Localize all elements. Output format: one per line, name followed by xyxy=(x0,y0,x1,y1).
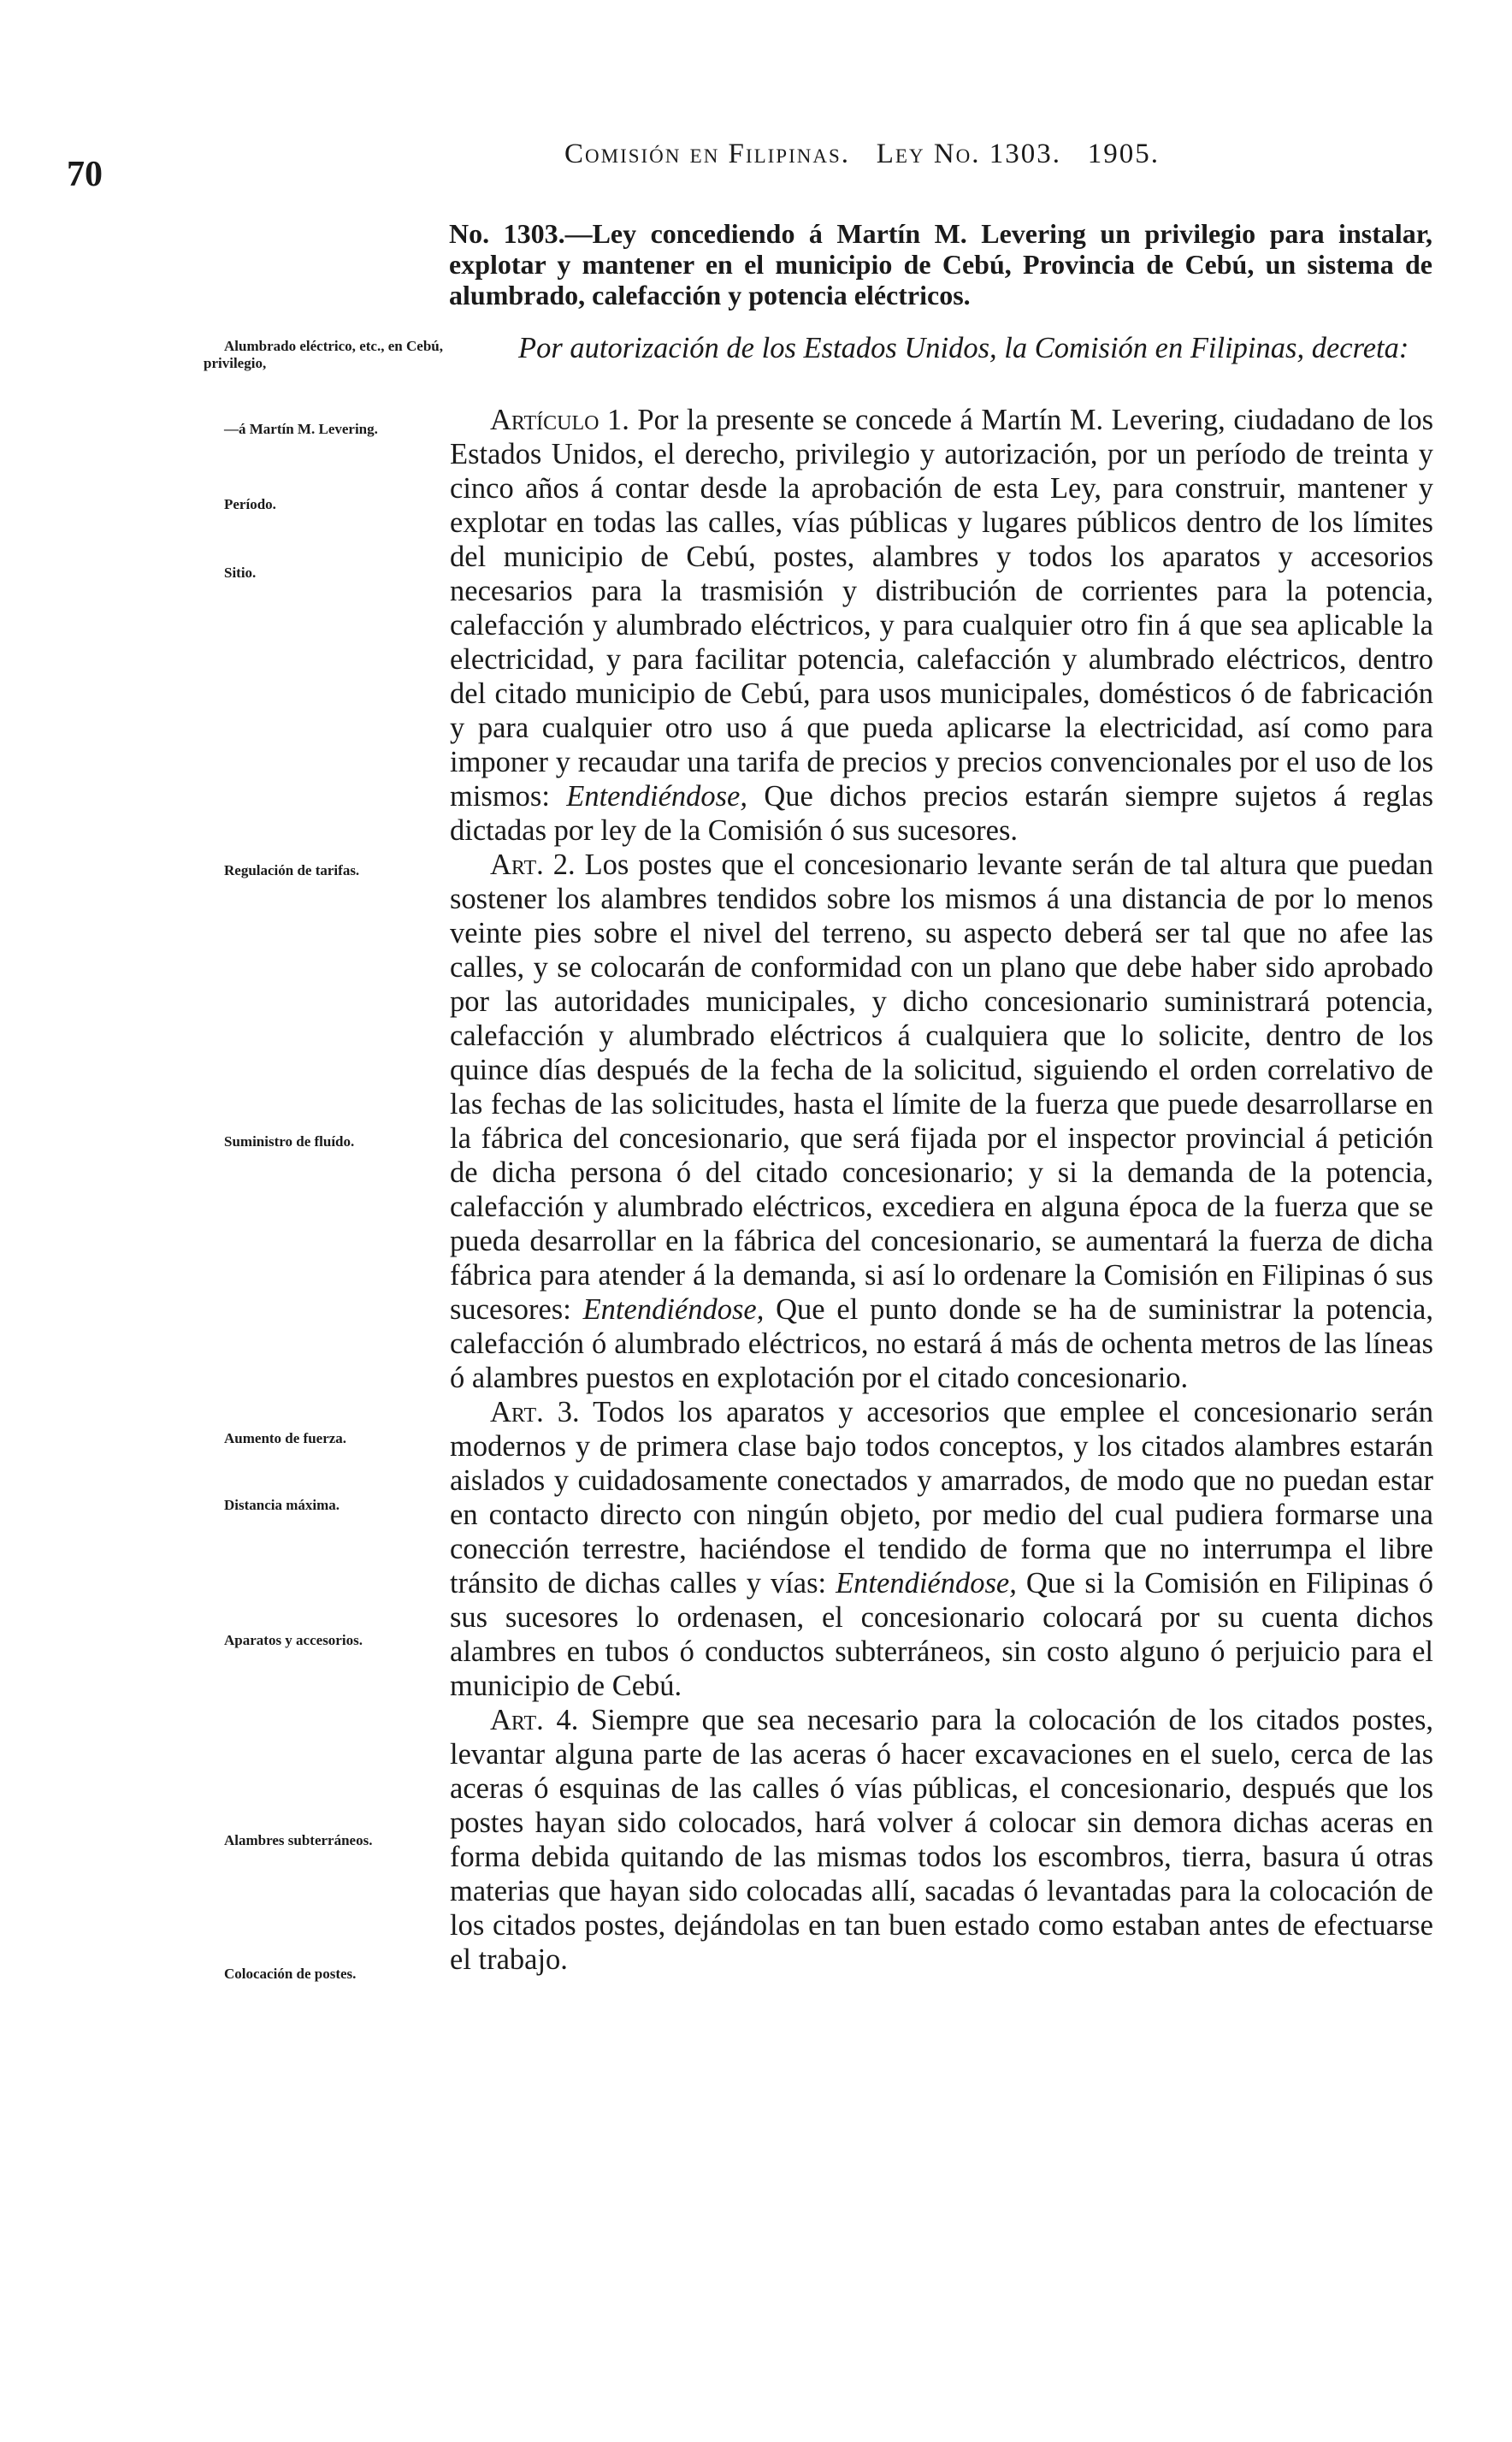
article-label: Art. 4. xyxy=(490,1704,579,1736)
article-text-after: Que el punto donde se ha de suministrar la potencia, calefacción ó alumbrado eléctricos, no estará á más de ochenta metros de las líneas ó alambres puestos en explotación por el citado concesionario. xyxy=(450,1293,1433,1394)
article-text: Todos los aparatos y accesorios que emplee el concesionario serán modernos y de primera clase bajo todos conceptos, y los citados alambres estarán aislados y cuidadosamente conectados y amarrados, de modo que no puedan estar en contacto directo con ningún objeto, por medio del cual pudiera formarse una conección terrestre, haciéndose el tendido de forma que no interrumpa el libre tránsito de dichas calles y vías: xyxy=(450,1396,1433,1599)
margin-note-aparatos: Aparatos y accesorios. xyxy=(224,1632,363,1648)
margin-note-alambres: Alambres subterráneos. xyxy=(224,1832,373,1848)
article-proviso: Entendiéndose, xyxy=(566,780,747,813)
running-head-law: Ley No. 1303. xyxy=(876,139,1062,169)
article-label: Artículo 1. xyxy=(490,404,629,436)
margin-note-postes: Colocación de postes. xyxy=(224,1966,357,1982)
article-proviso: Entendiéndose, xyxy=(582,1293,765,1326)
running-head-year: 1905. xyxy=(1087,139,1161,169)
article-label: Art. 2. xyxy=(490,848,576,881)
page-number: 70 xyxy=(67,155,103,194)
article-2 xyxy=(450,848,1433,1395)
article-text: Los postes que el concesionario levante serán de tal altura que puedan sostener los alambres tendidos sobre los mismos á una distancia de por lo menos veinte pies sobre el nivel del terreno, su aspecto deberá ser tal que no afee las calles, y se colocarán de conformidad con un plano que debe haber sido aprobado por las autoridades municipales, y dicho concesionario suministrará potencia, calefacción y alumbrado eléctricos á cualquiera que lo solicite, dentro de los quince días después de la fecha de la solicitud, siguiendo el orden correlativo de las fechas de las solicitudes, hasta el límite de la fuerza que puede desarrollarse en la fábrica del concesionario, que será fijada por el inspector provincial á petición de dicha persona ó del citado concesionario; y si la demanda de la potencia, calefacción y alumbrado eléctricos, excediera en alguna época de la fuerza que se pueda desarrollar en la fábrica del concesionario, se aumentará la fuerza de dicha fábrica para atender á la demanda, si así lo ordenare la Comisión en Filipinas ó sus sucesores: xyxy=(450,848,1434,1326)
articles xyxy=(450,403,1433,1977)
article-3 xyxy=(450,1395,1433,1703)
margin-note-aumento: Aumento de fuerza. xyxy=(224,1430,347,1446)
article-text-after: Que dichos precios estarán siempre sujetos á reglas dictadas por ley de la Comisión ó sus sucesores. xyxy=(450,780,1434,847)
article-text-after: Que si la Comisión en Filipinas ó sus sucesores lo ordenasen, el concesionario colocará por su cuenta dichos alambres en tubos ó conductos subterráneos, sin costo alguno ó perjuicio para el municipio de Cebú. xyxy=(450,1567,1433,1702)
article-4 xyxy=(450,1703,1433,1977)
article-text: Por la presente se concede á Martín M. Levering, ciudadano de los Estados Unidos, el derecho, privilegio y autorización, por un período de treinta y cinco años á contar desde la aprobación de esta Ley, para construir, mantener y explotar en todas las calles, vías públicas y lugares públicos dentro de los límites del municipio de Cebú, postes, alambres y todos los aparatos y accesorios necesarios para la trasmisión y distribución de corrientes para la potencia, calefacción y alumbrado eléctricos, y para cualquier otro fin á que sea aplicable la electricidad, y para facilitar potencia, calefacción y alumbrado eléctricos, dentro del citado municipio de Cebú, para usos municipales, domésticos ó de fabricación y para cualquier otro uso á que pueda aplicarse la electricidad, así como para imponer y recaudar una tarifa de precios y precios convencionales por el uso de los mismos: xyxy=(450,404,1433,813)
article-1 xyxy=(450,403,1433,848)
margin-note-tarifas: Regulación de tarifas. xyxy=(224,862,360,878)
enacting-clause: Por autorización de los Estados Unidos, la Comisión en Filipinas, decreta: xyxy=(518,332,1409,364)
running-head xyxy=(564,139,1334,170)
article-proviso: Entendiéndose, xyxy=(836,1567,1017,1599)
margin-note-periodo: Período. xyxy=(224,496,276,512)
margin-note-privilegio: Alumbrado eléctrico, etc., en Cebú, privilegio, xyxy=(204,338,443,371)
article-text: Siempre que sea necesario para la colocación de los citados postes, levantar alguna parte de las aceras ó hacer excavaciones en el suelo, cerca de las aceras ó esquinas de las calles ó vías públicas, el concesionario, después que los postes hayan sido colocados, hará volver á colocar sin demora dichas aceras en forma debida quitando de las mismas todos los escombros, tierra, basura ú otras materias que hayan sido colocadas allí, sacadas ó levantadas para la colocación de los citados postes, dejándolas en tan buen estado como estaban antes de efectuarse el trabajo. xyxy=(450,1704,1433,1976)
margin-note-distancia: Distancia máxima. xyxy=(224,1497,340,1513)
article-label: Art. 3. xyxy=(490,1396,580,1428)
margin-note-suministro: Suministro de fluído. xyxy=(224,1133,355,1150)
margin-note-grantee: —á Martín M. Levering. xyxy=(224,421,378,437)
margin-note-sitio: Sitio. xyxy=(224,565,257,581)
law-title: No. 1303.—Ley concediendo á Martín M. Levering un privilegio para instalar, explotar y mantener en el municipio de Cebú, Provincia de Cebú, un sistema de alumbrado, calefacción y potencia eléctricos. xyxy=(449,218,1432,310)
running-head-title: Comisión en Filipinas. xyxy=(564,139,850,169)
